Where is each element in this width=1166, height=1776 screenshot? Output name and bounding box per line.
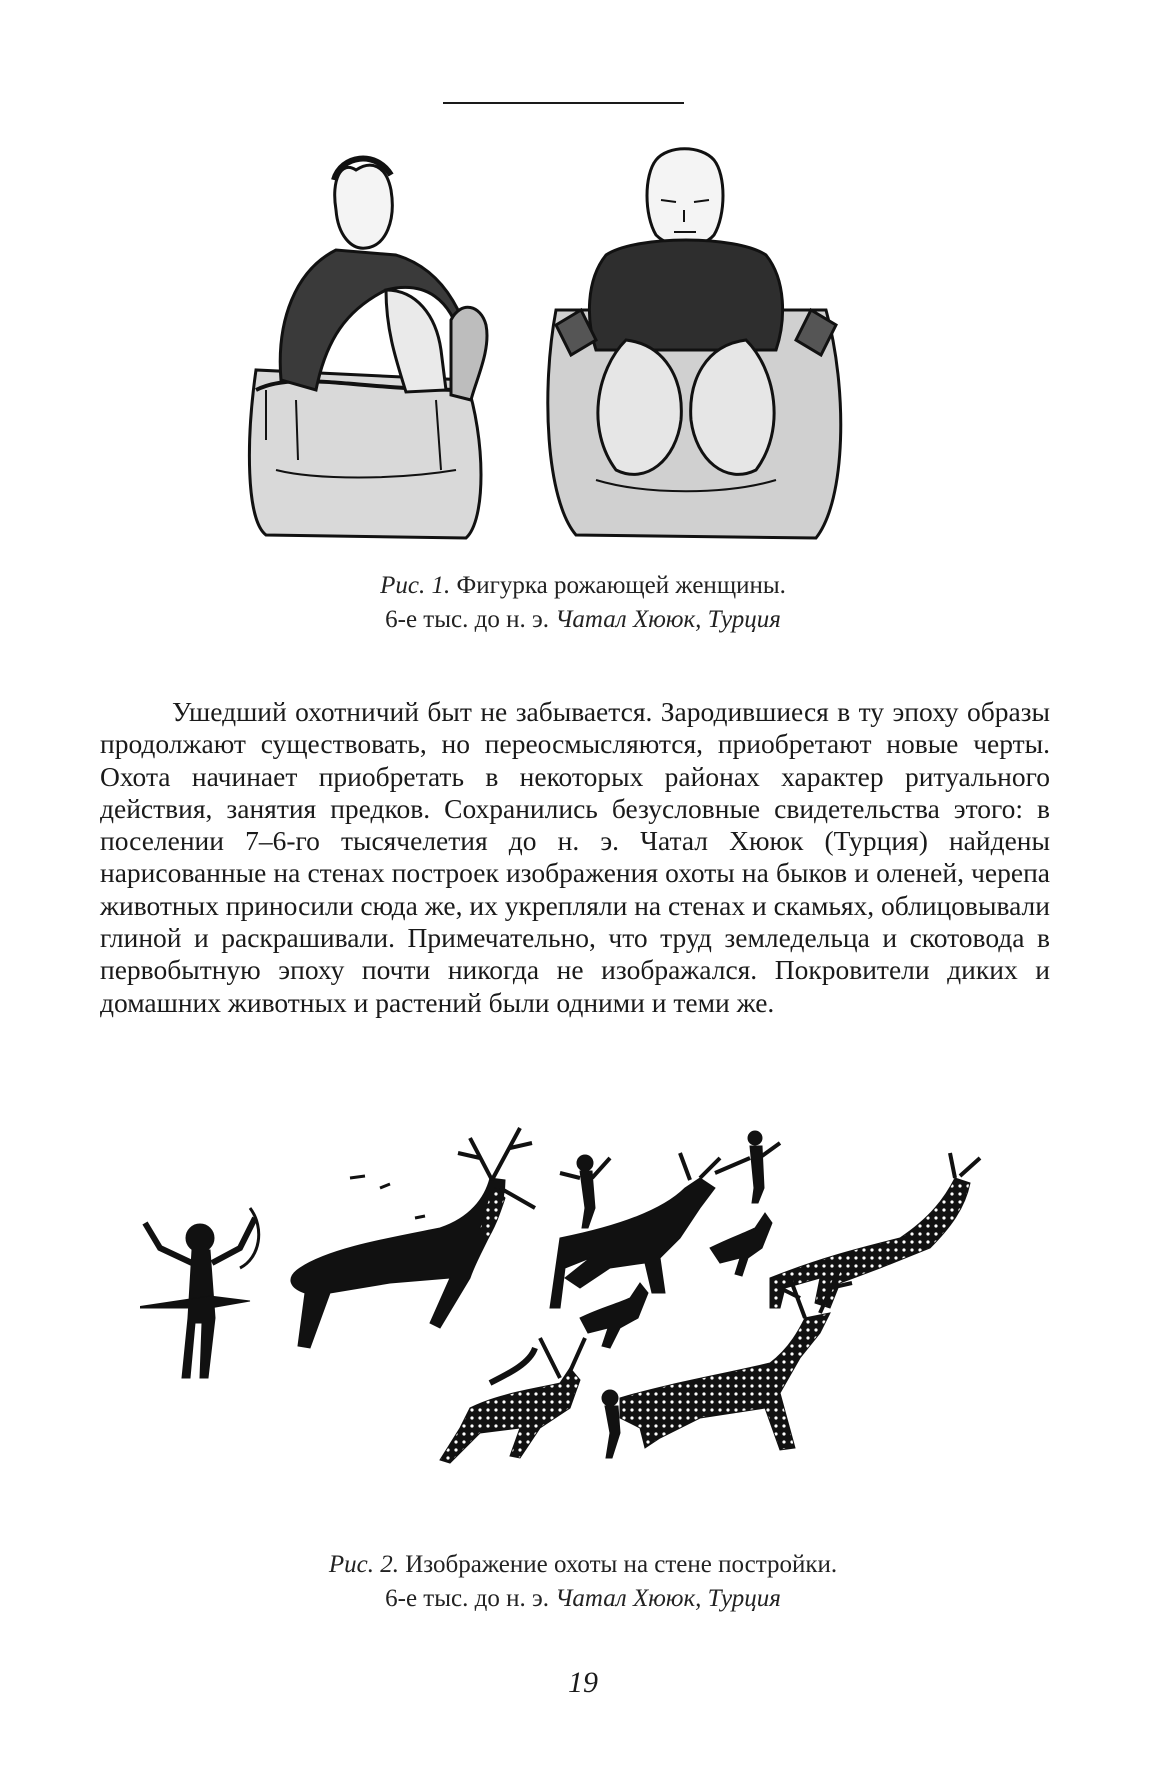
- figurine-front-view: [548, 149, 841, 538]
- figure-1-caption-title: Фигурка рожающей женщины.: [456, 572, 786, 599]
- large-deer: [291, 1128, 535, 1348]
- figure-1-caption-label: Рис. 1.: [380, 572, 451, 599]
- figure-2-caption-title: Изображение охоты на стене постройки.: [405, 1551, 838, 1578]
- figurine-side-view: [249, 159, 487, 538]
- body-paragraph: Ушедший охотничий быт не забывается. Зародившиеся в ту эпоху образы продолжают существовать, но переосмысляются, приобретают новые черты. Охота начинает приобретать в некоторых районах характер ритуального действия, занятия предков. Сохранились безусловные свидетельства этого: в поселении 7–6-го тысячелетия до н. э. Чатал Хююк (Турция) найдены нарисованные на стенах построек изображения охоты на быков и оленей, черепа животных приносили сюда же, их укрепляли на стенах и скамьях, облицовывали глиной и раскрашивали. Примечательно, что труд земледельца и скотовода в первобытную эпоху почти никогда не изображался. Покровители диких и домашних животных и растений были одними и теми же.: [100, 696, 1050, 1018]
- figure-2-caption-line1: [0, 1548, 1166, 1582]
- spotted-deer-right: [770, 1153, 980, 1308]
- top-rule: [443, 102, 684, 104]
- figure-2-caption: [0, 1548, 1166, 1616]
- figure-1-figurine-illustration: [236, 140, 896, 540]
- figure-2-caption-place: Чатал Хююк, Турция: [555, 1585, 781, 1612]
- figure-2-caption-line2: [0, 1582, 1166, 1616]
- figure-2-hunting-scene-illustration: [140, 1118, 1030, 1498]
- figure-1-caption-date: 6-е тыс. до н. э.: [385, 606, 549, 633]
- hunter-with-bow: [140, 1208, 259, 1378]
- body-text: [100, 696, 1050, 1019]
- page-number: 19: [568, 1666, 598, 1699]
- figure-1-caption-place: Чатал Хююк, Турция: [555, 606, 781, 633]
- figure-1-caption: [0, 569, 1166, 637]
- figure-1-caption-line1: [0, 569, 1166, 603]
- figure-1-caption-line2: [0, 603, 1166, 637]
- figure-2-caption-date: 6-е тыс. до н. э.: [385, 1585, 549, 1612]
- figure-2-caption-label: Рис. 2.: [328, 1551, 399, 1578]
